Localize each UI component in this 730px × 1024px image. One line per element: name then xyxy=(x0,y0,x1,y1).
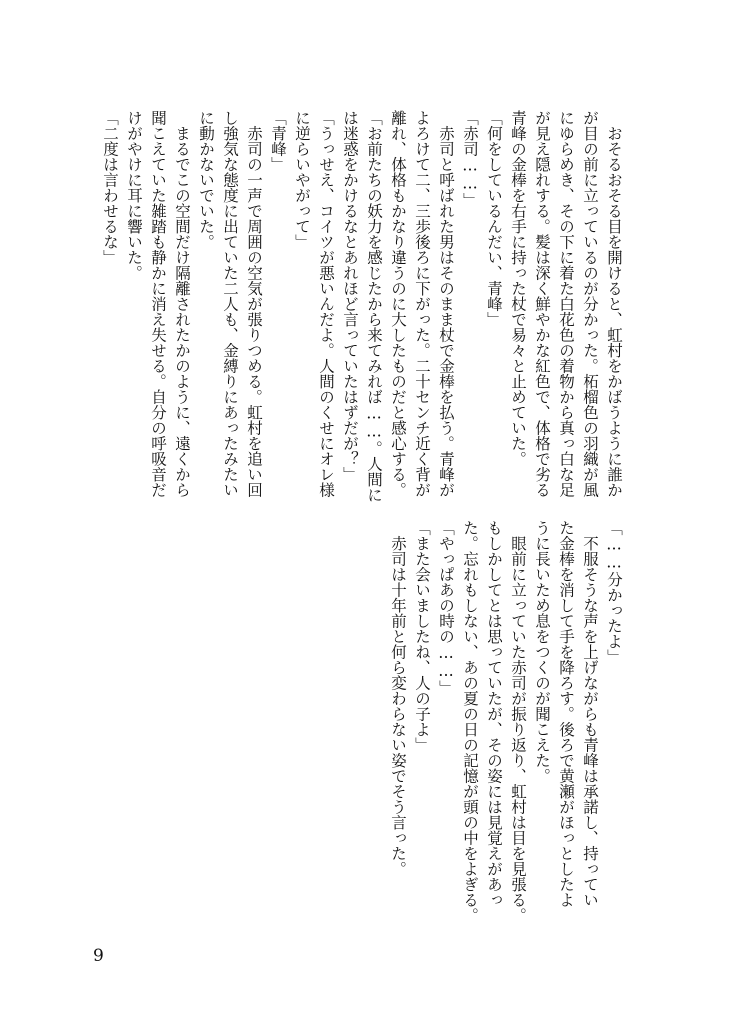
text-line: が見え隠れする。髪は深く鮮やかな紅色で、体格で劣る xyxy=(533,110,551,498)
page-number: 9 xyxy=(93,946,104,966)
text-line: 聞こえていた雑踏も静かに消え失せる。自分の呼吸音だ xyxy=(149,110,167,498)
text-line: に動かないでいた。 xyxy=(197,110,215,250)
text-line: た。忘れもしない、あの夏の日の記憶が頭の中をよぎる。 xyxy=(461,520,479,923)
text-line: 「赤司……」 xyxy=(461,110,479,208)
text-line: に逆らいやがって」 xyxy=(293,110,311,250)
text-line: うに長いため息をつくのが聞こえた。 xyxy=(533,520,551,784)
text-line: 「お前たちの妖力を感じたから来てみれば……。人間に xyxy=(365,110,383,503)
text-line: 「青峰」 xyxy=(269,110,287,172)
text-line: 赤司の一声で周囲の空気が張りつめる。虹村を追い回 xyxy=(245,110,263,498)
text-line: 「うっせえ、コイツが悪いんだよ。人間のくせにオレ様 xyxy=(317,110,335,498)
text-line: 離れ、体格もかなり違うのに大したものだと感心する。 xyxy=(389,110,407,498)
text-line: た金棒を消して手を降ろす。後ろで黄瀬がほっとしたよ xyxy=(557,520,575,908)
text-line: 「何をしているんだい、青峰」 xyxy=(485,110,503,327)
text-line: 青峰の金棒を右手に持った杖で易々と止めていた。 xyxy=(509,110,527,467)
text-line: が目の前に立っているのが分かった。柘榴色の羽織が風 xyxy=(581,110,599,498)
text-line: けがやけに耳に響いた。 xyxy=(125,110,143,281)
text-line: おそるおそる目を開けると、虹村をかばうように誰か xyxy=(605,110,623,498)
text-line: 赤司は十年前と何ら変わらない姿でそう言った。 xyxy=(389,520,407,877)
top-text-block xyxy=(90,110,625,520)
text-line: もしかしてとは思っていたが、その姿には見覚えがあっ xyxy=(485,520,503,908)
text-line: は迷惑をかけるなとあれほど言っていたはずだが？」 xyxy=(341,110,359,482)
text-line: まるでこの空間だけ隔離されたかのように、遠くから xyxy=(173,110,191,498)
text-line: 不服そうな声を上げながらも青峰は承諾し、持ってい xyxy=(581,520,599,908)
text-line: にゆらめき、その下に着た白花色の着物から真っ白な足 xyxy=(557,110,575,498)
bottom-text-block xyxy=(360,520,625,952)
text-line: 「また会いましたね、人の子よ」 xyxy=(413,520,431,753)
text-line: 「やっぱあの時の……」 xyxy=(437,520,455,696)
text-line: し強気な態度に出ていた二人も、金縛りにあったみたい xyxy=(221,110,239,498)
text-line: 赤司と呼ばれた男はそのまま杖で金棒を払う。青峰が xyxy=(437,110,455,498)
text-line: よろけて二、三歩後ろに下がった。二十センチ近く背が xyxy=(413,110,431,498)
text-line: 「二度は言わせるな」 xyxy=(101,110,119,265)
text-line: 眼前に立っていた赤司が振り返り、虹村は目を見張る。 xyxy=(509,520,527,923)
text-line: 「……分かったよ」 xyxy=(605,520,623,665)
